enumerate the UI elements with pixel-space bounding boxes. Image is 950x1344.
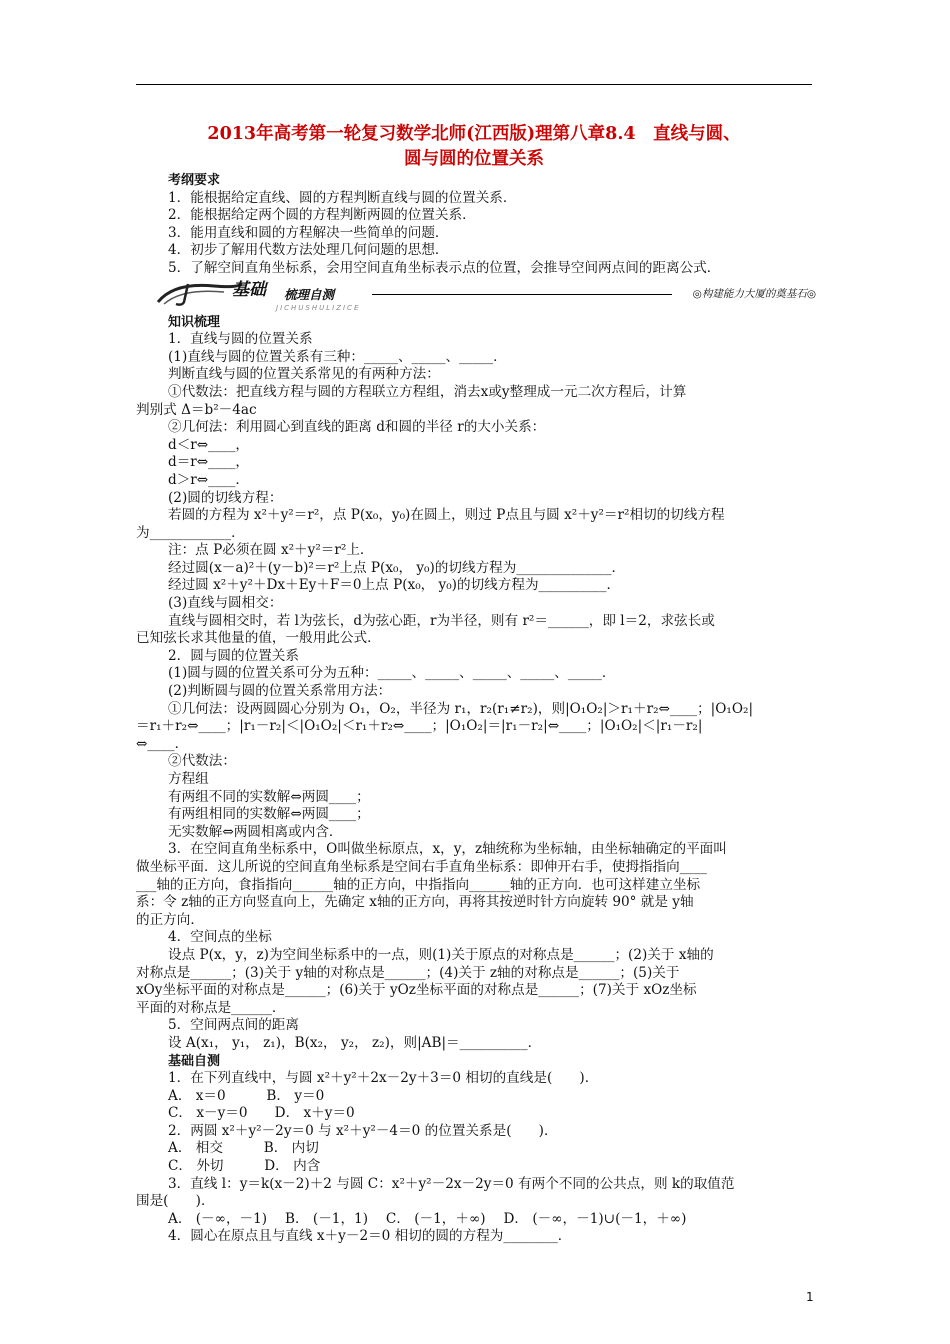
text-line: 直线与圆相交时，若 l为弦长，d为弦心距，r为半径，则有 r²＝______，即 l＝2，求弦长或 [168,612,715,629]
page-number: 1 [806,1290,814,1304]
text-line: 平面的对称点是______． [136,999,286,1016]
banner-swoosh-icon [154,280,244,306]
text-line: A． 相交 B． 内切 [168,1140,319,1157]
text-line: d＞r⇔____． [168,471,249,488]
text-line: A． (－∞，－1) B． (－1，1) C． (－1，＋∞) D． (－∞，－1)∪(－1，＋∞) [168,1210,687,1227]
text-line: 经过圆(x－a)²＋(y－b)²＝r²上点 P(x₀， y₀)的切线方程为______________． [168,559,626,576]
text-line: 无实数解⇔两圆相离或内含． [168,823,343,840]
text-line: ___轴的正方向，食指指向______轴的正方向，中指指向______轴的正方向．也可这样建立坐标 [136,876,701,893]
text-line: 1．能根据给定直线、圆的方程判断直线与圆的位置关系． [168,189,517,206]
text-line: 已知弦长求其他量的值，一般用此公式． [136,630,381,647]
text-line: 的正方向． [136,911,204,928]
text-line: 2．圆与圆的位置关系 [168,647,299,664]
text-line: 1．直线与圆的位置关系 [168,331,313,348]
document-title [136,122,812,172]
text-line: xOy坐标平面的对称点是______；(6)关于 yOz坐标平面的对称点是______；(7)关于 xOz坐标 [136,982,697,999]
text-line: 判别式 Δ＝b²－4ac [136,401,257,418]
text-line: 若圆的方程为 x²＋y²＝r²，点 P(x₀，y₀)在圆上，则过 P点且与圆 x²＋y²＝r²相切的切线方程 [168,507,725,524]
text-line: 注：点 P必须在圆 x²＋y²＝r²上． [168,542,374,559]
section-heading: 基础自测 [168,1053,221,1069]
text-line: 有两组相同的实数解⇔两圆____； [168,806,370,823]
text-line: (3)直线与圆相交： [168,595,283,612]
text-line: 设点 P(x，y，z)为空间坐标系中的一点，则(1)关于原点的对称点是______；(2)关于 x轴的 [168,946,714,963]
banner-pinyin: JICHUSHULIZICE [276,303,361,312]
text-line: 做坐标平面．这儿所说的空间直角坐标系是空间右手直角坐标系：即伸开右手，使拇指指向____ [136,858,707,875]
title-line-2: 圆与圆的位置关系 [404,149,544,169]
text-line: A． x＝0 B． y＝0 [168,1087,325,1104]
text-line: 3．能用直线和圆的方程解决一些简单的问题． [168,224,449,241]
text-line: 系：令 z轴的正方向竖直向上，先确定 x轴的正方向，再将其按逆时针方向旋转 90° 就是 y轴 [136,894,694,911]
text-line: 4．圆心在原点且与直线 x＋y－2＝0 相切的圆的方程为________． [168,1228,572,1245]
text-line: d＜r⇔____， [168,436,249,453]
text-line: 对称点是______；(3)关于 y轴的对称点是______；(4)关于 z轴的对称点是______；(5)关于 [136,964,680,981]
text-line: 经过圆 x²＋y²＋Dx＋Ey＋F＝0上点 P(x₀， y₀)的切线方程为__________． [168,577,621,594]
text-line: ⇔____． [136,735,189,752]
text-line: 1．在下列直线中，与圆 x²＋y²＋2x－2y＋3＝0 相切的直线是( )． [168,1070,599,1087]
text-line: 设 A(x₁， y₁， z₁)，B(x₂， y₂， z₂)，则|AB|＝__________． [168,1034,542,1051]
text-line: 4．初步了解用代数方法处理几何问题的思想． [168,242,449,259]
text-line: 围是( )． [136,1193,215,1210]
text-line: 4．空间点的坐标 [168,929,272,946]
text-line: ＝r₁＋r₂⇔____；|r₁－r₂|＜|O₁O₂|＜r₁＋r₂⇔____；|O₁O₂|＝|r₁－r₂|⇔____；|O₁O₂|＜|r₁－r₂| [136,718,703,735]
section-banner [136,279,816,312]
text-line: 为____________． [136,524,245,541]
banner-line [372,294,672,295]
text-line: 方程组 [168,771,209,787]
text-line: 2．能根据给定两个圆的方程判断两圆的位置关系． [168,207,476,224]
text-line: C． 外切 D． 内含 [168,1158,321,1175]
text-line: (1)直线与圆的位置关系有三种：_____、_____、_____． [168,348,507,365]
section-heading: 知识梳理 [168,314,221,330]
text-line: 3．在空间直角坐标系中，O叫做坐标原点，x，y，z轴统称为坐标轴，由坐标轴确定的平面叫 [168,841,727,858]
header-rule [136,84,812,85]
text-line: C． x－y＝0 D． x＋y＝0 [168,1105,355,1122]
text-line: 3．直线 l：y＝k(x－2)＋2 与圆 C：x²＋y²－2x－2y＝0 有两个不同的公共点，则 k的取值范 [168,1175,735,1192]
banner-label-sub: 梳理自测 [284,286,335,302]
banner-label-main: 基础 [232,279,266,300]
text-line: (2)圆的切线方程： [168,489,283,506]
banner-slogan: ◎构建能力大厦的奠基石◎ [692,287,816,300]
text-line: 5．空间两点间的距离 [168,1017,299,1034]
text-line: 5．了解空间直角坐标系，会用空间直角坐标表示点的位置，会推导空间两点间的距离公式． [168,259,721,276]
text-line: (1)圆与圆的位置关系可分为五种：_____、_____、_____、_____、_____． [168,665,616,682]
text-line: d＝r⇔____， [168,454,249,471]
text-line: 有两组不同的实数解⇔两圆____； [168,788,370,805]
text-line: (2)判断圆与圆的位置关系常用方法： [168,683,392,700]
text-line: 2．两圆 x²＋y²－2y＝0 与 x²＋y²－4＝0 的位置关系是( )． [168,1122,558,1139]
text-line: ①代数法：把直线方程与圆的方程联立方程组，消去x或y整理成一元二次方程后，计算 [168,383,687,400]
text-line: ②几何法：利用圆心到直线的距离 d和圆的半径 r的大小关系： [168,419,546,436]
text-line: ①几何法：设两圆圆心分别为 O₁，O₂，半径为 r₁，r₂(r₁≠r₂)，则|O₁O₂|＞r₁＋r₂⇔____；|O₁O₂| [168,700,754,717]
document-body [136,172,816,1246]
text-line: 判断直线与圆的位置关系常见的有两种方法： [168,366,440,383]
text-line: ②代数法： [168,753,236,770]
section-heading: 考纲要求 [168,173,221,188]
title-line-1: 2013年高考第一轮复习数学北师(江西版)理第八章8.4 直线与圆、 [207,124,741,144]
